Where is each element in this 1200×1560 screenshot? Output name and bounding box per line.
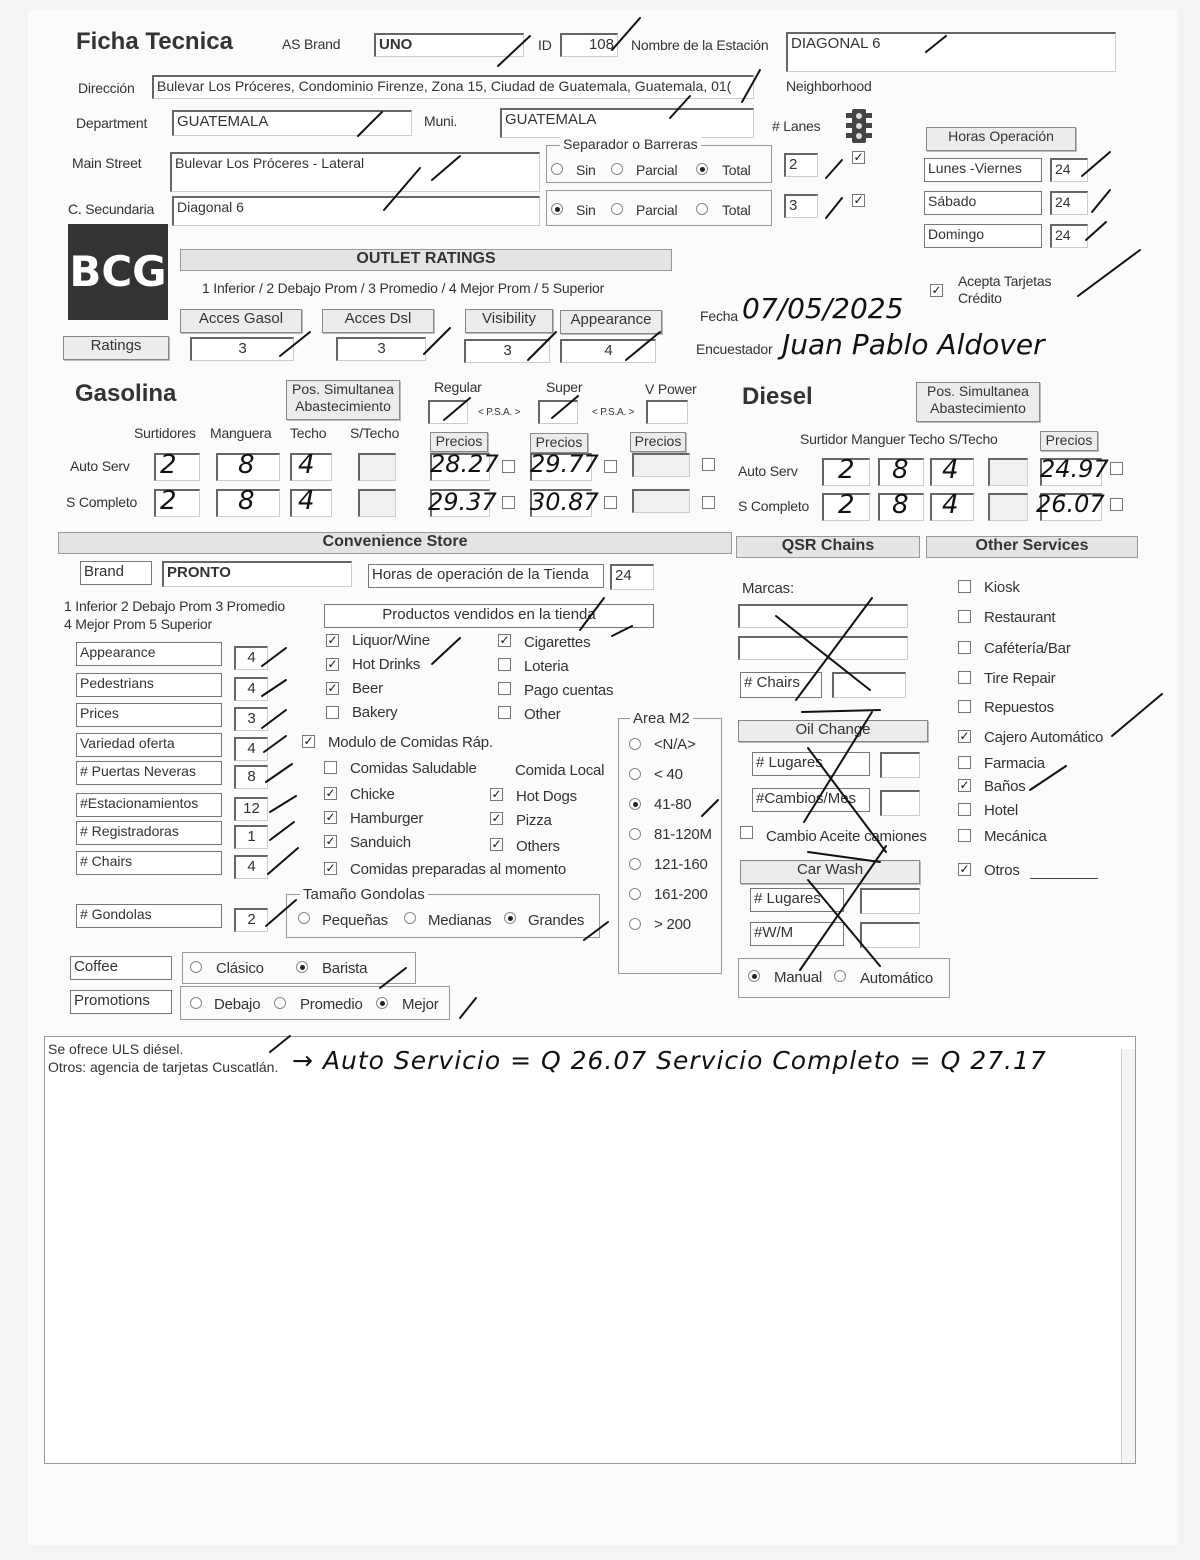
diesel-completo-stecho-field[interactable] xyxy=(988,493,1028,521)
food-label: Hamburger xyxy=(350,810,424,827)
metric-label: Appearance xyxy=(76,642,222,666)
gondola-grandes-radio[interactable] xyxy=(504,912,516,924)
oil-change-button[interactable]: Oil Change xyxy=(738,720,928,742)
secondary-total-radio[interactable] xyxy=(696,203,708,215)
promotions-label: Promotions xyxy=(70,990,172,1014)
brand-field[interactable]: UNO xyxy=(374,33,524,57)
oil-cambios-label: #Cambios/Mes xyxy=(752,788,870,812)
service-checkbox[interactable]: ✓ xyxy=(959,862,970,876)
comida-local-label: Comida Local xyxy=(515,762,605,779)
service-label: Tire Repair xyxy=(984,670,1056,687)
col-surtidores: Surtidores xyxy=(134,425,196,441)
completo-techo-value: 4 xyxy=(298,486,315,516)
regular-precios-header: Precios xyxy=(430,432,488,452)
metric-value[interactable]: 8 xyxy=(234,765,268,789)
vpower-label: V Power xyxy=(645,381,697,397)
gasolina-title: Gasolina xyxy=(75,380,177,407)
product-label: Beer xyxy=(352,680,383,697)
handwritten-note: → Auto Servicio = Q 26.07 Servicio Completo = Q 27.17 xyxy=(292,1046,1047,1075)
metric-label: Pedestrians xyxy=(76,673,222,697)
product-checkbox[interactable]: ✓ xyxy=(327,681,338,695)
wash-lugares-field[interactable] xyxy=(860,888,920,914)
secondary-sin-radio[interactable] xyxy=(551,203,563,215)
secondary-street-field[interactable]: Diagonal 6 xyxy=(172,196,540,226)
area-option-label: > 200 xyxy=(654,916,691,933)
main-lanes-field[interactable]: 2 xyxy=(784,153,818,177)
food-checkbox[interactable]: ✓ xyxy=(491,837,502,851)
diesel-completo-techo: 4 xyxy=(942,490,959,520)
secondary-total-label: Total xyxy=(722,202,751,218)
service-label: Hotel xyxy=(984,802,1019,819)
product-checkbox[interactable] xyxy=(326,706,339,719)
area-radio[interactable] xyxy=(629,828,641,840)
service-checkbox[interactable] xyxy=(958,756,971,769)
metric-value[interactable]: 3 xyxy=(234,707,268,731)
service-label: Cafétería/Bar xyxy=(984,640,1071,657)
main-street-field[interactable]: Bulevar Los Próceres - Lateral xyxy=(170,152,540,192)
auto-stecho-field[interactable] xyxy=(358,453,396,481)
ratings-scale: 1 Inferior / 2 Debajo Prom / 3 Promedio / 4 Mejor Prom / 5 Superior xyxy=(202,280,605,296)
weekdays-hours-field[interactable]: 24 xyxy=(1050,158,1088,182)
secondary-street-label: C. Secundaria xyxy=(68,201,155,217)
food-checkbox[interactable]: ✓ xyxy=(325,786,336,800)
regular-label: Regular xyxy=(434,379,482,395)
service-label: Kiosk xyxy=(984,579,1020,596)
convenience-store-title: Convenience Store xyxy=(58,532,732,554)
lanes-label: # Lanes xyxy=(772,118,821,134)
product-label: Cigarettes xyxy=(524,634,591,651)
auto-serv-label: Auto Serv xyxy=(70,458,130,474)
comidas-saludable-checkbox[interactable] xyxy=(324,761,337,774)
truck-oil-label: Cambio Aceite camiones xyxy=(766,828,927,845)
service-checkbox[interactable] xyxy=(958,641,971,654)
auto-manguera-value: 8 xyxy=(238,450,255,480)
food-label: Comidas preparadas al momento xyxy=(350,861,566,878)
product-checkbox[interactable]: ✓ xyxy=(499,633,510,647)
diesel-auto-manguera: 8 xyxy=(892,455,909,485)
service-checkbox[interactable]: ✓ xyxy=(959,778,970,792)
main-total-label: Total xyxy=(722,162,751,178)
secondary-parcial-label: Parcial xyxy=(636,202,678,218)
diesel-title: Diesel xyxy=(742,383,813,410)
area-group xyxy=(618,718,722,974)
qsr-chains-title: QSR Chains xyxy=(736,536,920,558)
diesel-auto-techo: 4 xyxy=(942,455,959,485)
regular-psa-label: < P.S.A. > xyxy=(478,407,521,418)
product-label: Other xyxy=(524,706,561,723)
metric-label: # Puertas Neveras xyxy=(76,761,222,785)
acces-gasol-rating[interactable]: 3 xyxy=(190,337,294,361)
appearance-button[interactable]: Appearance xyxy=(560,310,662,334)
completo-super-price: 30.87 xyxy=(530,488,599,516)
food-label: Chicke xyxy=(350,786,395,803)
service-label: Cajero Automático xyxy=(984,729,1104,746)
completo-regular-price: 29.37 xyxy=(428,488,497,516)
station-name-field[interactable]: DIAGONAL 6 xyxy=(786,32,1116,72)
bcg-logo: BCG xyxy=(68,224,168,320)
oil-lugares-label: # Lugares xyxy=(752,752,870,776)
auto-super-price: 29.77 xyxy=(530,450,599,478)
area-radio[interactable] xyxy=(629,858,641,870)
brand-label: AS Brand xyxy=(282,36,341,52)
completo-vpower-price-field[interactable] xyxy=(632,489,690,513)
department-field[interactable]: GUATEMALA xyxy=(172,110,412,136)
diesel-pos-button[interactable]: Pos. Simultanea Abastecimiento xyxy=(916,382,1040,422)
service-label: Restaurant xyxy=(984,609,1056,626)
service-label: Repuestos xyxy=(984,699,1054,716)
product-checkbox[interactable] xyxy=(498,682,511,695)
product-checkbox[interactable]: ✓ xyxy=(327,657,338,671)
food-checkbox[interactable]: ✓ xyxy=(325,810,336,824)
main-street-label: Main Street xyxy=(72,155,142,171)
completo-stecho-field[interactable] xyxy=(358,489,396,517)
diesel-completo-price: 26.07 xyxy=(1036,490,1105,518)
wash-wm-label: #W/M xyxy=(750,922,844,946)
wash-manual-radio[interactable] xyxy=(748,970,760,982)
metric-value[interactable]: 1 xyxy=(234,825,268,849)
food-module-label: Modulo de Comidas Ráp. xyxy=(328,734,493,751)
otros-line xyxy=(1030,878,1098,879)
store-hours-field[interactable]: 24 xyxy=(610,564,654,590)
main-lanes-checkbox[interactable]: ✓ xyxy=(853,150,864,164)
oil-lugares-field[interactable] xyxy=(880,752,920,778)
notes-scrollbar[interactable] xyxy=(1121,1049,1135,1463)
hours-button[interactable]: Horas Operación xyxy=(926,127,1076,151)
id-label: ID xyxy=(538,37,552,53)
store-brand-label: Brand xyxy=(80,561,152,585)
qsr-chairs-field[interactable] xyxy=(832,672,906,698)
metric-value[interactable]: 4 xyxy=(234,677,268,701)
saturday-hours-field[interactable]: 24 xyxy=(1050,191,1088,215)
oil-cambios-field[interactable] xyxy=(880,790,920,816)
service-label: Otros xyxy=(984,862,1020,879)
wash-manual-label: Manual xyxy=(774,969,822,986)
saturday-label: Sábado xyxy=(924,191,1042,215)
outlet-ratings-title: OUTLET RATINGS xyxy=(180,249,672,271)
diesel-auto-checkbox[interactable] xyxy=(1110,462,1123,475)
marcas-field-2[interactable] xyxy=(738,636,908,660)
car-wash-button[interactable]: Car Wash xyxy=(740,860,920,884)
promo-mejor-label: Mejor xyxy=(402,996,439,1013)
area-option-label: < 40 xyxy=(654,766,683,783)
coffee-barista-label: Barista xyxy=(322,960,368,977)
notes-line-2: Otros: agencia de tarjetas Cuscatlán. xyxy=(48,1059,279,1075)
marcas-label: Marcas: xyxy=(742,580,794,597)
gondola-medianas-label: Medianas xyxy=(428,912,492,929)
qsr-chairs-label: # Chairs xyxy=(740,672,822,698)
surveyor-label: Encuestador xyxy=(696,341,773,357)
completo-surtidores-value: 2 xyxy=(160,486,177,516)
super-psa-label: < P.S.A. > xyxy=(592,407,635,418)
food-checkbox[interactable]: ✓ xyxy=(491,787,502,801)
store-scale-2: 4 Mejor Prom 5 Superior xyxy=(64,616,212,632)
metric-label: # Registradoras xyxy=(76,821,222,845)
store-hours-label: Horas de operación de la Tienda xyxy=(368,564,604,588)
form-title: Ficha Tecnica xyxy=(76,28,233,55)
marcas-field-1[interactable] xyxy=(738,604,908,628)
wash-auto-label: Automático xyxy=(860,970,934,987)
service-checkbox[interactable] xyxy=(958,610,971,623)
auto-super-checkbox[interactable] xyxy=(604,460,617,473)
diesel-precios-header: Precios xyxy=(1040,431,1098,451)
sunday-label: Domingo xyxy=(924,224,1042,248)
ratings-row-label: Ratings xyxy=(63,336,169,360)
store-scale-1: 1 Inferior 2 Debajo Prom 3 Promedio xyxy=(64,598,285,614)
coffee-clasico-label: Clásico xyxy=(216,960,264,977)
food-module-checkbox[interactable]: ✓ xyxy=(303,734,314,748)
address-label: Dirección xyxy=(78,80,135,96)
muni-field[interactable]: GUATEMALA xyxy=(500,108,754,138)
diesel-auto-price: 24.97 xyxy=(1040,455,1109,483)
col-stecho: S/Techo xyxy=(350,425,400,441)
food-label: Pizza xyxy=(516,812,552,829)
s-completo-label: S Completo xyxy=(66,494,138,510)
visibility-button[interactable]: Visibility xyxy=(465,309,553,333)
gasolina-pos-button[interactable]: Pos. Simultanea Abastecimiento xyxy=(286,380,400,420)
area-radio[interactable] xyxy=(629,888,641,900)
metric-label: Variedad oferta xyxy=(76,733,222,757)
department-label: Department xyxy=(76,115,148,131)
area-option-label: 121-160 xyxy=(654,856,708,873)
sunday-hours-field[interactable]: 24 xyxy=(1050,224,1088,248)
coffee-label: Coffee xyxy=(70,956,172,980)
product-label: Liquor/Wine xyxy=(352,632,430,649)
product-label: Hot Drinks xyxy=(352,656,421,673)
gondola-pequenas-radio[interactable] xyxy=(298,912,310,924)
service-checkbox[interactable] xyxy=(958,829,971,842)
metric-label: # Chairs xyxy=(76,851,222,875)
product-label: Loteria xyxy=(524,658,569,675)
date-value: 07/05/2025 xyxy=(742,292,904,325)
promo-debajo-radio[interactable] xyxy=(190,997,202,1009)
other-services-title: Other Services xyxy=(926,536,1138,558)
service-checkbox[interactable] xyxy=(958,803,971,816)
product-checkbox[interactable] xyxy=(498,706,511,719)
service-label: Mecánica xyxy=(984,828,1047,845)
secondary-parcial-radio[interactable] xyxy=(611,203,623,215)
auto-regular-price: 28.27 xyxy=(430,450,499,478)
product-checkbox[interactable]: ✓ xyxy=(327,633,338,647)
date-label: Fecha xyxy=(700,308,738,324)
area-radio[interactable] xyxy=(629,738,641,750)
super-precios-header: Precios xyxy=(530,433,588,453)
wash-auto-radio[interactable] xyxy=(834,970,846,982)
main-parcial-radio[interactable] xyxy=(611,163,623,175)
wash-lugares-label: # Lugares xyxy=(750,888,844,912)
diesel-auto-stecho-field[interactable] xyxy=(988,458,1028,486)
vpower-precios-header: Precios xyxy=(630,432,686,452)
area-radio[interactable] xyxy=(629,918,641,930)
promo-promedio-radio[interactable] xyxy=(274,997,286,1009)
area-option-label: 81-120M xyxy=(654,826,712,843)
food-checkbox[interactable]: ✓ xyxy=(325,861,336,875)
notes-area[interactable] xyxy=(44,1036,1136,1464)
diesel-auto-surtidor: 2 xyxy=(838,455,855,485)
cards-label: Acepta Tarjetas Crédito xyxy=(958,273,1052,306)
service-checkbox[interactable] xyxy=(958,700,971,713)
area-radio[interactable] xyxy=(629,798,641,810)
diesel-completo-label: S Completo xyxy=(738,498,810,514)
col-techo: Techo xyxy=(290,425,327,441)
main-sin-radio[interactable] xyxy=(551,163,563,175)
gondola-caption: Tamaño Gondolas xyxy=(300,886,428,903)
service-label: Baños xyxy=(984,778,1026,795)
service-checkbox[interactable] xyxy=(958,580,971,593)
auto-vpower-price-field[interactable] xyxy=(632,453,690,477)
metric-label: #Estacionamientos xyxy=(76,793,222,817)
secondary-lanes-field[interactable]: 3 xyxy=(784,194,818,218)
secondary-lanes-checkbox[interactable]: ✓ xyxy=(853,193,864,207)
product-label: Pago cuentas xyxy=(524,682,614,699)
vpower-psa-field[interactable] xyxy=(646,400,688,424)
appearance-rating[interactable]: 4 xyxy=(560,339,656,363)
weekdays-label: Lunes -Viernes xyxy=(924,158,1042,182)
visibility-rating[interactable]: 3 xyxy=(464,339,550,363)
gondola-medianas-radio[interactable] xyxy=(404,912,416,924)
product-checkbox[interactable] xyxy=(498,658,511,671)
main-sin-label: Sin xyxy=(576,162,596,178)
area-option-label: 41-80 xyxy=(654,796,692,813)
metric-label: Prices xyxy=(76,703,222,727)
food-label: Sanduich xyxy=(350,834,411,851)
id-field[interactable]: 108 xyxy=(560,33,618,57)
completo-super-checkbox[interactable] xyxy=(604,496,617,509)
notes-line-1: Se ofrece ULS diésel. xyxy=(48,1041,184,1057)
gondola-pequenas-label: Pequeñas xyxy=(322,912,388,929)
coffee-barista-radio[interactable] xyxy=(296,961,308,973)
promo-mejor-radio[interactable] xyxy=(376,997,388,1009)
store-brand-field[interactable]: PRONTO xyxy=(162,561,352,587)
traffic-light-icon xyxy=(845,108,873,144)
station-name-label: Nombre de la Estación xyxy=(631,37,769,53)
service-label: Farmacia xyxy=(984,755,1045,772)
area-caption: Area M2 xyxy=(630,710,693,727)
food-checkbox[interactable]: ✓ xyxy=(491,811,502,825)
metric-value[interactable]: 4 xyxy=(234,646,268,670)
truck-oil-checkbox[interactable] xyxy=(740,826,753,839)
completo-manguera-value: 8 xyxy=(238,486,255,516)
acces-dsl-button[interactable]: Acces Dsl xyxy=(322,309,434,333)
comidas-saludable-label: Comidas Saludable xyxy=(350,760,477,777)
separator-caption: Separador o Barreras xyxy=(560,136,701,152)
metric-value[interactable]: 2 xyxy=(234,908,268,932)
diesel-auto-label: Auto Serv xyxy=(738,463,798,479)
neighborhood-label: Neighborhood xyxy=(786,78,872,94)
regular-psa-field[interactable] xyxy=(428,400,468,424)
coffee-clasico-radio[interactable] xyxy=(190,961,202,973)
cards-checkbox[interactable]: ✓ xyxy=(931,283,942,297)
diesel-col-header: Surtidor Manguer Techo S/Techo xyxy=(800,431,998,447)
wash-wm-field[interactable] xyxy=(860,922,920,948)
food-label: Hot Dogs xyxy=(516,788,577,805)
auto-vpower-checkbox[interactable] xyxy=(702,458,715,471)
diesel-completo-surtidor: 2 xyxy=(838,490,855,520)
secondary-sin-label: Sin xyxy=(576,202,596,218)
completo-vpower-checkbox[interactable] xyxy=(702,496,715,509)
area-option-label: 161-200 xyxy=(654,886,708,903)
diesel-completo-checkbox[interactable] xyxy=(1110,498,1123,511)
surveyor-value: Juan Pablo Aldover xyxy=(782,328,1045,361)
promo-promedio-label: Promedio xyxy=(300,996,363,1013)
metric-value[interactable]: 4 xyxy=(234,855,268,879)
completo-regular-checkbox[interactable] xyxy=(502,496,515,509)
address-field[interactable]: Bulevar Los Próceres, Condominio Firenze, Zona 15, Ciudad de Guatemala, Guatemala, 01( xyxy=(152,75,754,99)
super-psa-field[interactable] xyxy=(538,400,578,424)
diesel-completo-manguera: 8 xyxy=(892,490,909,520)
area-option-label: <N/A> xyxy=(654,736,696,753)
gondola-grandes-label: Grandes xyxy=(528,912,585,929)
auto-surtidores-value: 2 xyxy=(160,450,177,480)
product-label: Bakery xyxy=(352,704,398,721)
service-checkbox[interactable]: ✓ xyxy=(959,729,970,743)
main-total-radio[interactable] xyxy=(696,163,708,175)
super-label: Super xyxy=(546,379,583,395)
food-label: Others xyxy=(516,838,560,855)
area-radio[interactable] xyxy=(629,768,641,780)
service-checkbox[interactable] xyxy=(958,671,971,684)
auto-regular-checkbox[interactable] xyxy=(502,460,515,473)
muni-label: Muni. xyxy=(424,113,458,129)
metric-value[interactable]: 12 xyxy=(234,797,268,821)
metric-value[interactable]: 4 xyxy=(234,737,268,761)
promo-debajo-label: Debajo xyxy=(214,996,261,1013)
products-title: Productos vendidos en la tienda xyxy=(324,604,654,628)
metric-label: # Gondolas xyxy=(76,904,222,928)
col-manguera: Manguera xyxy=(210,425,272,441)
auto-techo-value: 4 xyxy=(298,450,315,480)
acces-dsl-rating[interactable]: 3 xyxy=(336,337,426,361)
main-parcial-label: Parcial xyxy=(636,162,678,178)
acces-gasol-button[interactable]: Acces Gasol xyxy=(180,309,302,333)
food-checkbox[interactable]: ✓ xyxy=(325,834,336,848)
